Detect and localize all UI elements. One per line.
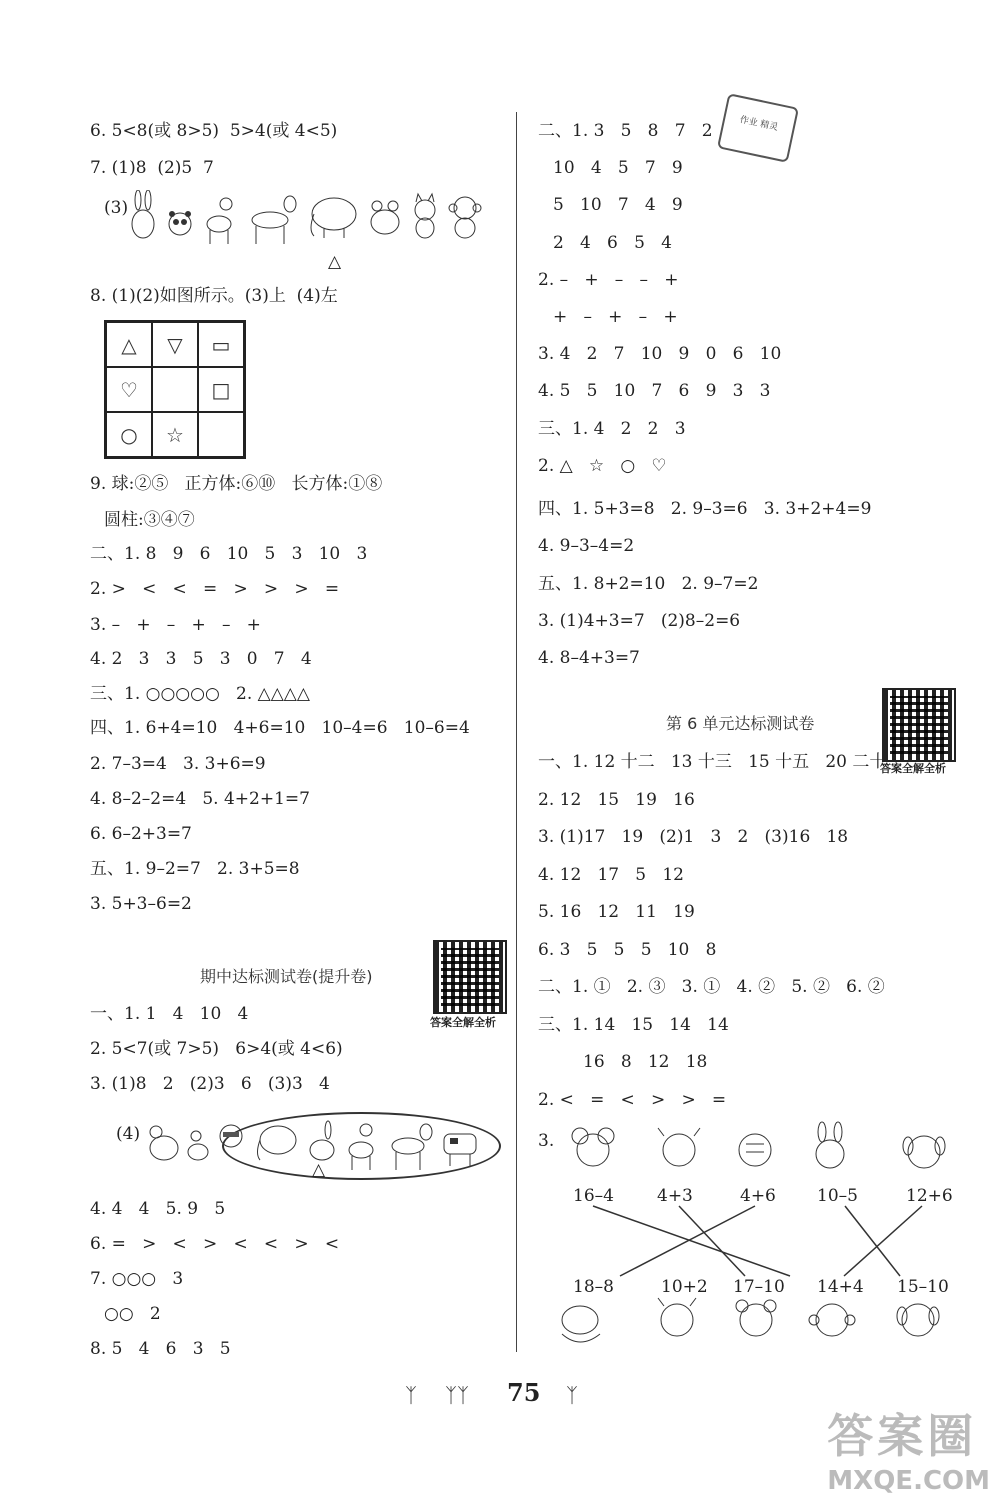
rabbit-icon: [306, 1118, 338, 1166]
match-label-bottom: 17–10: [733, 1277, 785, 1297]
rabbit-ear-icon: [834, 1122, 842, 1142]
match-label-top: 4+3: [657, 1186, 693, 1206]
match-line: [845, 1206, 900, 1276]
answer-line: 3. (1)4+3=7 (2)8–2=6: [538, 611, 741, 631]
answer-line: 三、1. 14 15 14 14: [538, 1015, 729, 1035]
match-label-bottom: 15–10: [897, 1277, 949, 1297]
sheep-ear-icon: [764, 1300, 776, 1312]
qr-code-icon[interactable]: [882, 688, 956, 762]
sheep-ear-icon: [736, 1300, 748, 1312]
rabbit-ear-icon: [818, 1122, 826, 1142]
match-line: [844, 1206, 922, 1276]
matching-figure: [540, 1120, 960, 1360]
section-title: 第 6 单元达标测试卷: [666, 714, 815, 733]
horse-icon: [384, 1118, 434, 1172]
sprout-icon: ᛉ: [566, 1383, 578, 1407]
match-label-top: 10–5: [817, 1186, 858, 1206]
sheep-icon: [740, 1304, 772, 1336]
answer-line: 16 8 12 18: [583, 1052, 708, 1072]
answer-line: 2. – + – – +: [538, 270, 679, 290]
answer-line: 3. 4 2 7 10 9 0 6 10: [538, 344, 782, 364]
monkey-icon: [448, 190, 482, 240]
deer-icon: [202, 190, 236, 246]
grid-cell: [152, 367, 198, 412]
match-label-bottom: 14+4: [817, 1277, 864, 1297]
answer-line: 3.: [538, 1131, 555, 1151]
answer-line: 3. 5+3–6=2: [90, 894, 192, 914]
answer-line: 6. 6–2+3=7: [90, 824, 192, 844]
horse-icon: [244, 190, 298, 246]
bottom-animals: [562, 1298, 939, 1342]
answer-line: 圆柱:③④⑦: [104, 510, 195, 530]
match-label-bottom: 18–8: [573, 1277, 614, 1297]
duck-icon: [186, 1118, 210, 1166]
sprout-icon: ᛉᛉ: [445, 1383, 469, 1407]
qr-caption: 答案全解全析: [430, 1016, 496, 1029]
answer-line: 4. 5 5 10 7 6 9 3 3: [538, 381, 771, 401]
tiger-stripe-icon: [746, 1144, 764, 1152]
answer-line: 4. 4 4 5. 9 5: [90, 1199, 226, 1219]
answer-line: 2. △ ☆ ○ ♡: [538, 456, 667, 476]
grid-cell: □: [198, 367, 244, 412]
answer-line: 4. 9–3–4=2: [538, 536, 635, 556]
elephant-icon: [306, 190, 360, 240]
grid-cell: ▽: [152, 322, 198, 367]
grid-cell: △: [106, 322, 152, 367]
answer-line: 二、1. ① 2. ③ 3. ① 4. ② 5. ② 6. ②: [538, 977, 885, 997]
answer-line: 4. 2 3 3 5 3 0 7 4: [90, 649, 312, 669]
answer-line: 4. 12 17 5 12: [538, 865, 684, 885]
answer-line: 7. (1)8 (2)5 7: [90, 158, 214, 178]
answer-line: 二、1. 8 9 6 10 5 3 10 3: [90, 544, 368, 564]
answer-line: 2. > < < = > > > =: [90, 579, 340, 599]
answer-line: (3): [104, 198, 129, 218]
answer-line: 2 4 6 5 4: [553, 233, 672, 253]
answer-line: 2. 5<7(或 7>5) 6>4(或 4<6): [90, 1039, 343, 1059]
answer-line: 8. (1)(2)如图所示。(3)上 (4)左: [90, 286, 338, 306]
watermark-url: MXQE.COM: [827, 1466, 990, 1496]
answer-line: ○○ 2: [104, 1304, 161, 1324]
page-number: 75: [507, 1378, 541, 1407]
monkey-ear-icon: [845, 1315, 855, 1325]
answer-line: 二、1. 3 5 8 7 2: [538, 121, 713, 141]
rabbit-icon: [816, 1140, 844, 1168]
match-lines: [593, 1206, 922, 1276]
frog-icon: [368, 190, 402, 240]
snake-icon: [562, 1306, 598, 1334]
match-label-top: 4+6: [740, 1186, 776, 1206]
mouse-icon: [577, 1134, 609, 1166]
monkey-ear-icon: [809, 1315, 819, 1325]
qr-caption: 答案全解全析: [880, 762, 946, 775]
answer-line: + – + – +: [553, 307, 678, 327]
answer-line: 7. ○○○ 3: [90, 1269, 184, 1289]
ox-icon: [663, 1134, 695, 1166]
answer-line: 三、1. ○○○○○ 2. △△△△: [90, 684, 310, 704]
animal-row-1: [128, 190, 482, 246]
deer-icon: [344, 1118, 378, 1172]
answer-line: 9. 球:②⑤ 正方体:⑥⑩ 长方体:①⑧: [90, 474, 383, 494]
panda-icon: [166, 190, 194, 242]
answer-line: 6. 3 5 5 5 10 8: [538, 940, 717, 960]
answer-line: 8. 5 4 6 3 5: [90, 1339, 231, 1359]
answer-line: 五、1. 8+2=10 2. 9–7=2: [538, 574, 759, 594]
grid-cell: [198, 412, 244, 457]
answer-line: 五、1. 9–2=7 2. 3+5=8: [90, 859, 300, 879]
triangle-mark: △: [328, 252, 342, 272]
match-line: [593, 1206, 790, 1276]
cow-icon: [440, 1118, 480, 1168]
grid-cell: ♡: [106, 367, 152, 412]
chicken-icon: [146, 1118, 180, 1166]
answer-line: 4. 8–2–2=4 5. 4+2+1=7: [90, 789, 310, 809]
answer-line: 四、1. 6+4=10 4+6=10 10–4=6 10–6=4: [90, 718, 470, 738]
dragon-horn-icon: [658, 1298, 696, 1306]
match-label-bottom: 10+2: [661, 1277, 708, 1297]
elephant-icon: [252, 1118, 300, 1166]
sprout-icon: ᛉ: [405, 1383, 417, 1407]
answer-line: (4): [116, 1124, 141, 1144]
answer-line: 2. < = < > > =: [538, 1090, 727, 1110]
triangle-mark: △: [312, 1160, 326, 1180]
dog-icon: [908, 1136, 940, 1168]
match-label-top: 16–4: [573, 1186, 614, 1206]
grid-cell: ○: [106, 412, 152, 457]
answer-line: 三、1. 4 2 2 3: [538, 419, 686, 439]
answer-line: 3. (1)8 2 (2)3 6 (3)3 4: [90, 1074, 330, 1094]
answer-line: 一、1. 1 4 10 4: [90, 1004, 249, 1024]
match-label-top: 12+6: [906, 1186, 953, 1206]
qr-code-icon[interactable]: [433, 940, 507, 1014]
section-title: 期中达标测试卷(提升卷): [200, 967, 373, 986]
grid-cell: ☆: [152, 412, 198, 457]
tiger-icon: [739, 1134, 771, 1166]
answer-line: 6. = > < > < < > <: [90, 1234, 340, 1254]
dragon-icon: [661, 1304, 693, 1336]
column-divider: [516, 112, 517, 1352]
snake-body-icon: [562, 1334, 600, 1342]
shape-grid: [104, 320, 246, 459]
answer-line: 10 4 5 7 9: [553, 158, 683, 178]
answer-line: 2. 7–3=4 3. 3+6=9: [90, 754, 266, 774]
answer-line: 一、1. 12 十二 13 十三 15 十五 20 二十: [538, 752, 887, 772]
monkey-icon: [816, 1304, 848, 1336]
answer-line: 2. 12 15 19 16: [538, 790, 695, 810]
raccoon-icon: [216, 1118, 246, 1166]
answer-line: 3. – + – + – +: [90, 615, 261, 635]
grid-cell: ▭: [198, 322, 244, 367]
watermark-logo: 答案圈: [827, 1409, 978, 1463]
watermark: [827, 1400, 990, 1496]
answer-line: 6. 5<8(或 8>5) 5>4(或 4<5): [90, 121, 338, 141]
answer-line: 4. 8–4+3=7: [538, 648, 640, 668]
cat-icon: [410, 190, 440, 240]
answer-line: 3. (1)17 19 (2)1 3 2 (3)16 18: [538, 827, 849, 847]
answer-line: 四、1. 5+3=8 2. 9–3=6 3. 3+2+4=9: [538, 499, 872, 519]
answer-line: 5 10 7 4 9: [553, 195, 683, 215]
rabbit-icon: [128, 190, 158, 242]
stamp-logo: 作业 精灵: [717, 93, 799, 163]
answer-line: 5. 16 12 11 19: [538, 902, 695, 922]
top-animals: [572, 1122, 945, 1168]
ox-horn-icon: [658, 1128, 700, 1136]
